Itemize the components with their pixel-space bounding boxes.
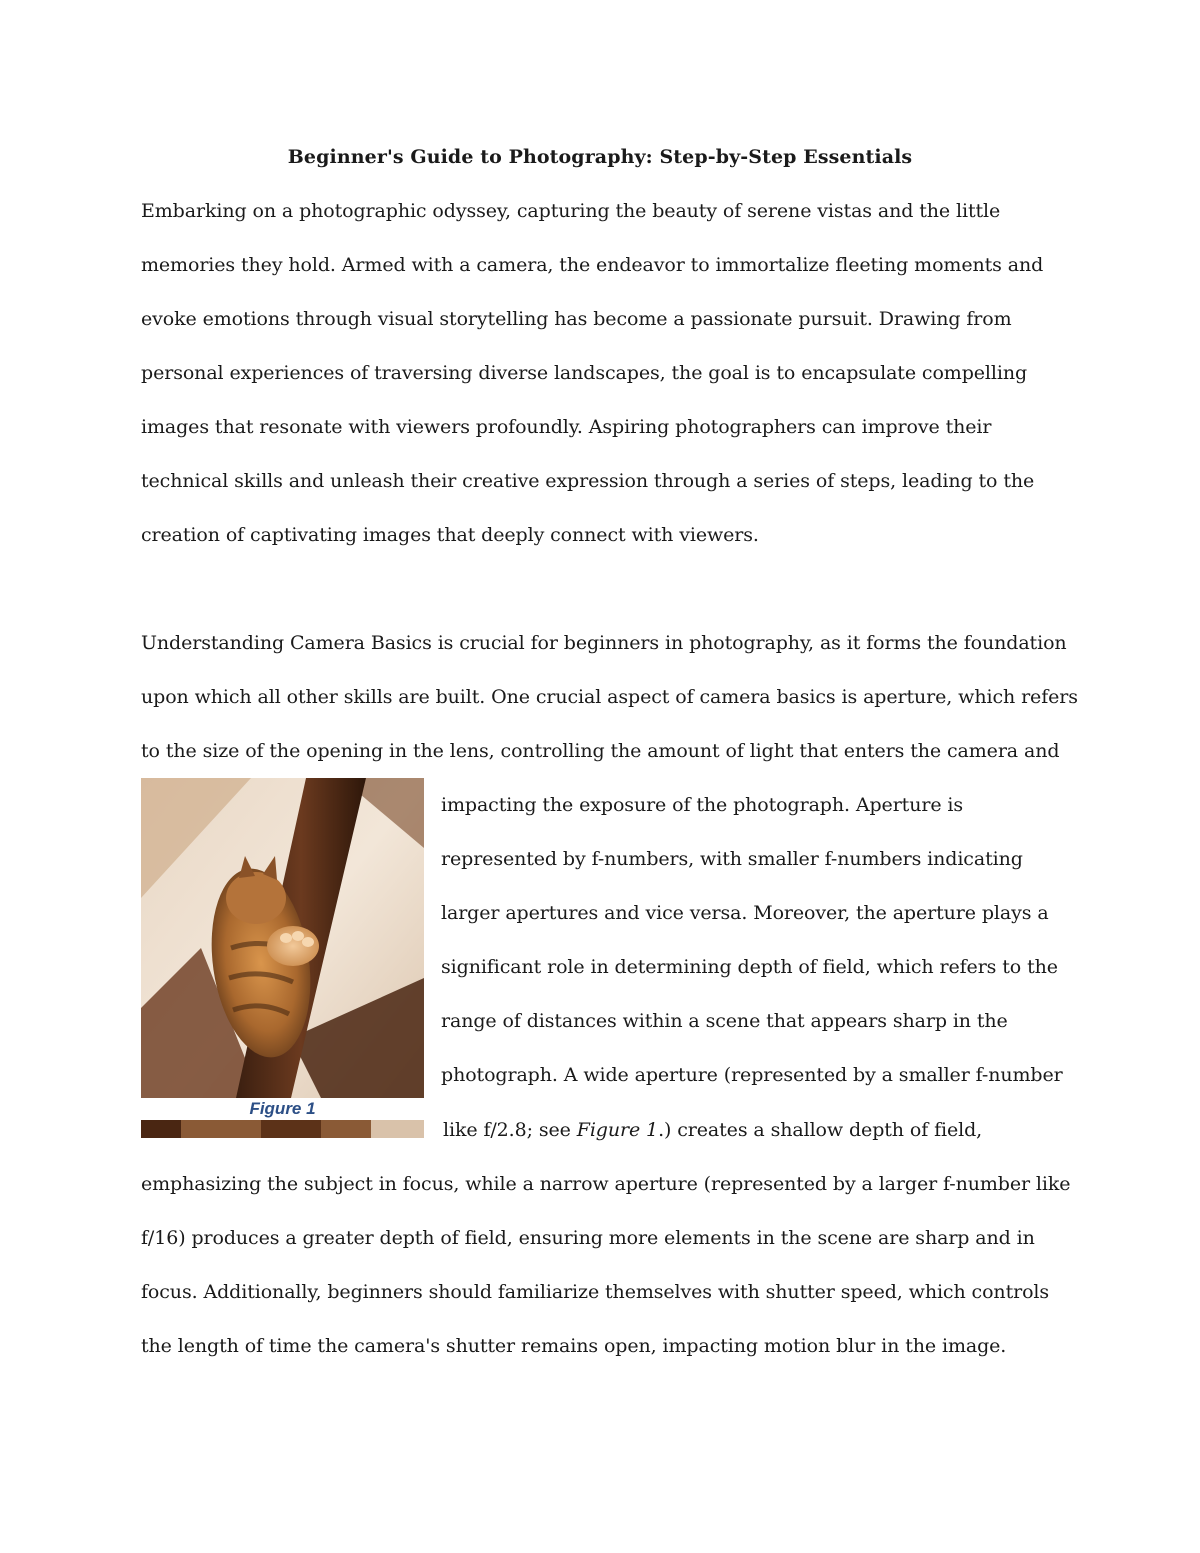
wrapped-line: impacting the exposure of the photograph. Aperture is xyxy=(441,794,964,816)
intro-line: memories they hold. Armed with a camera, the endeavor to immortalize fleeting moments and xyxy=(141,254,1044,276)
figure-ref-after: .) creates a shallow depth of field, xyxy=(658,1119,983,1141)
figure-ref-before: like f/2.8; see xyxy=(443,1119,577,1141)
wrapped-line: significant role in determining depth of field, which refers to the xyxy=(441,956,1058,978)
figure-1-cat-photo xyxy=(141,778,424,1138)
intro-line: Embarking on a photographic odyssey, capturing the beauty of serene vistas and the little xyxy=(141,200,1001,222)
wrapped-line: larger apertures and vice versa. Moreover, the aperture plays a xyxy=(441,902,1049,924)
intro-line: evoke emotions through visual storytelling has become a passionate pursuit. Drawing from xyxy=(141,308,1012,330)
intro-line: images that resonate with viewers profoundly. Aspiring photographers can improve their xyxy=(141,416,992,438)
figure-reference-line xyxy=(443,1116,982,1144)
figure-caption: Figure 1 xyxy=(141,1098,424,1120)
body-line: upon which all other skills are built. One crucial aspect of camera basics is aperture, which refers xyxy=(141,686,1078,708)
body-line: emphasizing the subject in focus, while a narrow aperture (represented by a larger f-number like xyxy=(141,1173,1071,1195)
wrapped-line: range of distances within a scene that appears sharp in the xyxy=(441,1010,1008,1032)
cat-photo-illustration xyxy=(141,778,424,1138)
figure-ref-link: Figure 1 xyxy=(576,1119,659,1141)
wrapped-line: represented by f-numbers, with smaller f-numbers indicating xyxy=(441,848,1023,870)
intro-line: creation of captivating images that deeply connect with viewers. xyxy=(141,524,759,546)
intro-line: personal experiences of traversing diverse landscapes, the goal is to encapsulate compelling xyxy=(141,362,1028,384)
document-title: Beginner's Guide to Photography: Step-by-Step Essentials xyxy=(287,146,913,168)
intro-line: technical skills and unleash their creative expression through a series of steps, leading to the xyxy=(141,470,1035,492)
body-line: focus. Additionally, beginners should familiarize themselves with shutter speed, which controls xyxy=(141,1281,1050,1303)
body-line: Understanding Camera Basics is crucial for beginners in photography, as it forms the foundation xyxy=(141,632,1067,654)
wrapped-line: photograph. A wide aperture (represented by a smaller f-number xyxy=(441,1064,1063,1086)
body-line: to the size of the opening in the lens, controlling the amount of light that enters the camera and xyxy=(141,740,1060,762)
body-line: the length of time the camera's shutter remains open, impacting motion blur in the image. xyxy=(141,1335,1007,1357)
body-line: f/16) produces a greater depth of field, ensuring more elements in the scene are sharp and in xyxy=(141,1227,1035,1249)
